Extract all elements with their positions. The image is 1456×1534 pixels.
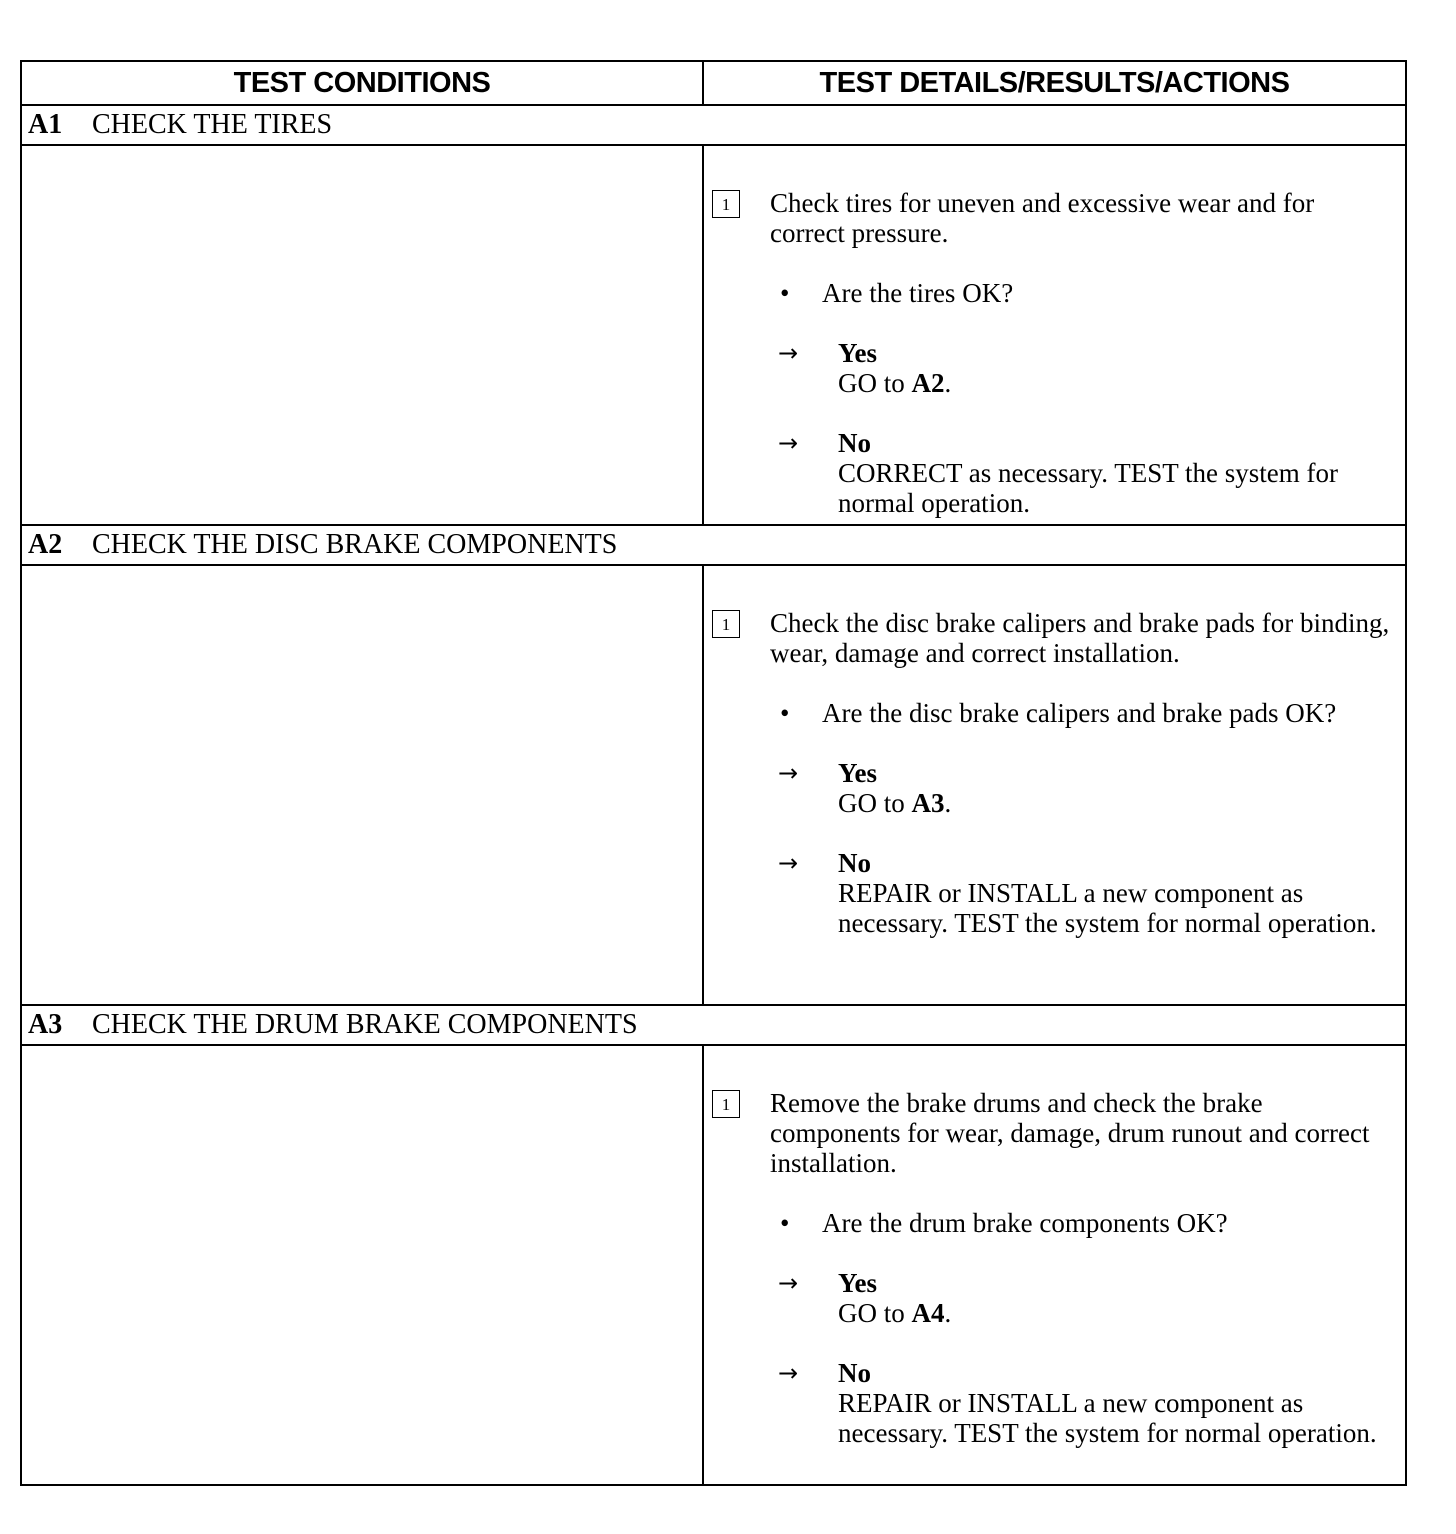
no-label: No [838,428,871,458]
result-yes: → Yes GO to A2. [778,338,1405,398]
section-a2-body [21,565,1406,1005]
step-text: Check the disc brake calipers and brake pads for binding, wear, damage and correct installation. [770,608,1390,668]
bullet-icon: • [780,1208,790,1238]
arrow-right-icon: → [778,1359,799,1387]
pinpoint-test-table [20,60,1407,1486]
table-header-row [21,61,1406,105]
no-action: CORRECT as necessary. TEST the system for normal operation. [838,458,1338,518]
yes-action-prefix: GO to [838,1298,905,1328]
section-id: A1 [28,109,63,140]
question [780,1208,1405,1238]
no-label: No [838,1358,871,1388]
yes-action-prefix: GO to [838,788,905,818]
result-no [778,848,1405,938]
test-details-cell [703,145,1406,525]
question-text: Are the disc brake calipers and brake pads OK? [822,698,1337,728]
section-id: A2 [28,529,63,560]
test-conditions-cell [21,1045,703,1485]
bullet-icon: • [780,698,790,728]
section-a1-body [21,145,1406,525]
question-text: Are the drum brake components OK? [822,1208,1228,1238]
step [712,1088,1405,1178]
section-a3-body [21,1045,1406,1485]
result-no [778,428,1405,518]
section-title: CHECK THE DRUM BRAKE COMPONENTS [92,1009,638,1040]
step-number-box: 1 [712,190,740,218]
step-number-box: 1 [712,1090,740,1118]
yes-label: Yes [838,338,877,368]
diagnostic-table-page [20,60,1405,1486]
yes-label: Yes [838,1268,877,1298]
test-details-cell [703,565,1406,1005]
arrow-right-icon: → [778,429,799,457]
section-id: A3 [28,1009,63,1040]
step-text: Check tires for uneven and excessive wear and for correct pressure. [770,188,1315,248]
yes-target: A4 [911,1298,945,1328]
yes-target: A2 [911,368,945,398]
step-number-box: 1 [712,610,740,638]
no-action: REPAIR or INSTALL a new component as necessary. TEST the system for normal operation. [838,1388,1377,1448]
section-title: CHECK THE DISC BRAKE COMPONENTS [92,529,618,560]
section-a2-header [21,525,1406,565]
no-action: REPAIR or INSTALL a new component as necessary. TEST the system for normal operation. [838,878,1377,938]
yes-action-prefix: GO to [838,368,905,398]
question-text: Are the tires OK? [822,278,1014,308]
step-text: Remove the brake drums and check the brake components for wear, damage, drum runout and correct installation. [770,1088,1370,1178]
step [712,188,1405,248]
section-a3-header [21,1005,1406,1045]
header-test-conditions: TEST CONDITIONS [21,61,703,105]
step [712,608,1405,668]
result-yes: → Yes GO to A3. [778,758,1405,818]
question [780,698,1405,728]
test-conditions-cell [21,145,703,525]
result-yes: → Yes GO to A4. [778,1268,1405,1328]
test-details-cell [703,1045,1406,1485]
bullet-icon: • [780,278,790,308]
section-a1-header [21,105,1406,145]
arrow-right-icon: → [778,339,799,367]
arrow-right-icon: → [778,849,799,877]
yes-label: Yes [838,758,877,788]
section-title: CHECK THE TIRES [92,109,333,140]
header-test-details: TEST DETAILS/RESULTS/ACTIONS [703,61,1406,105]
arrow-right-icon: → [778,1269,799,1297]
question [780,278,1405,308]
no-label: No [838,848,871,878]
result-no [778,1358,1405,1448]
yes-target: A3 [911,788,945,818]
test-conditions-cell [21,565,703,1005]
arrow-right-icon: → [778,759,799,787]
